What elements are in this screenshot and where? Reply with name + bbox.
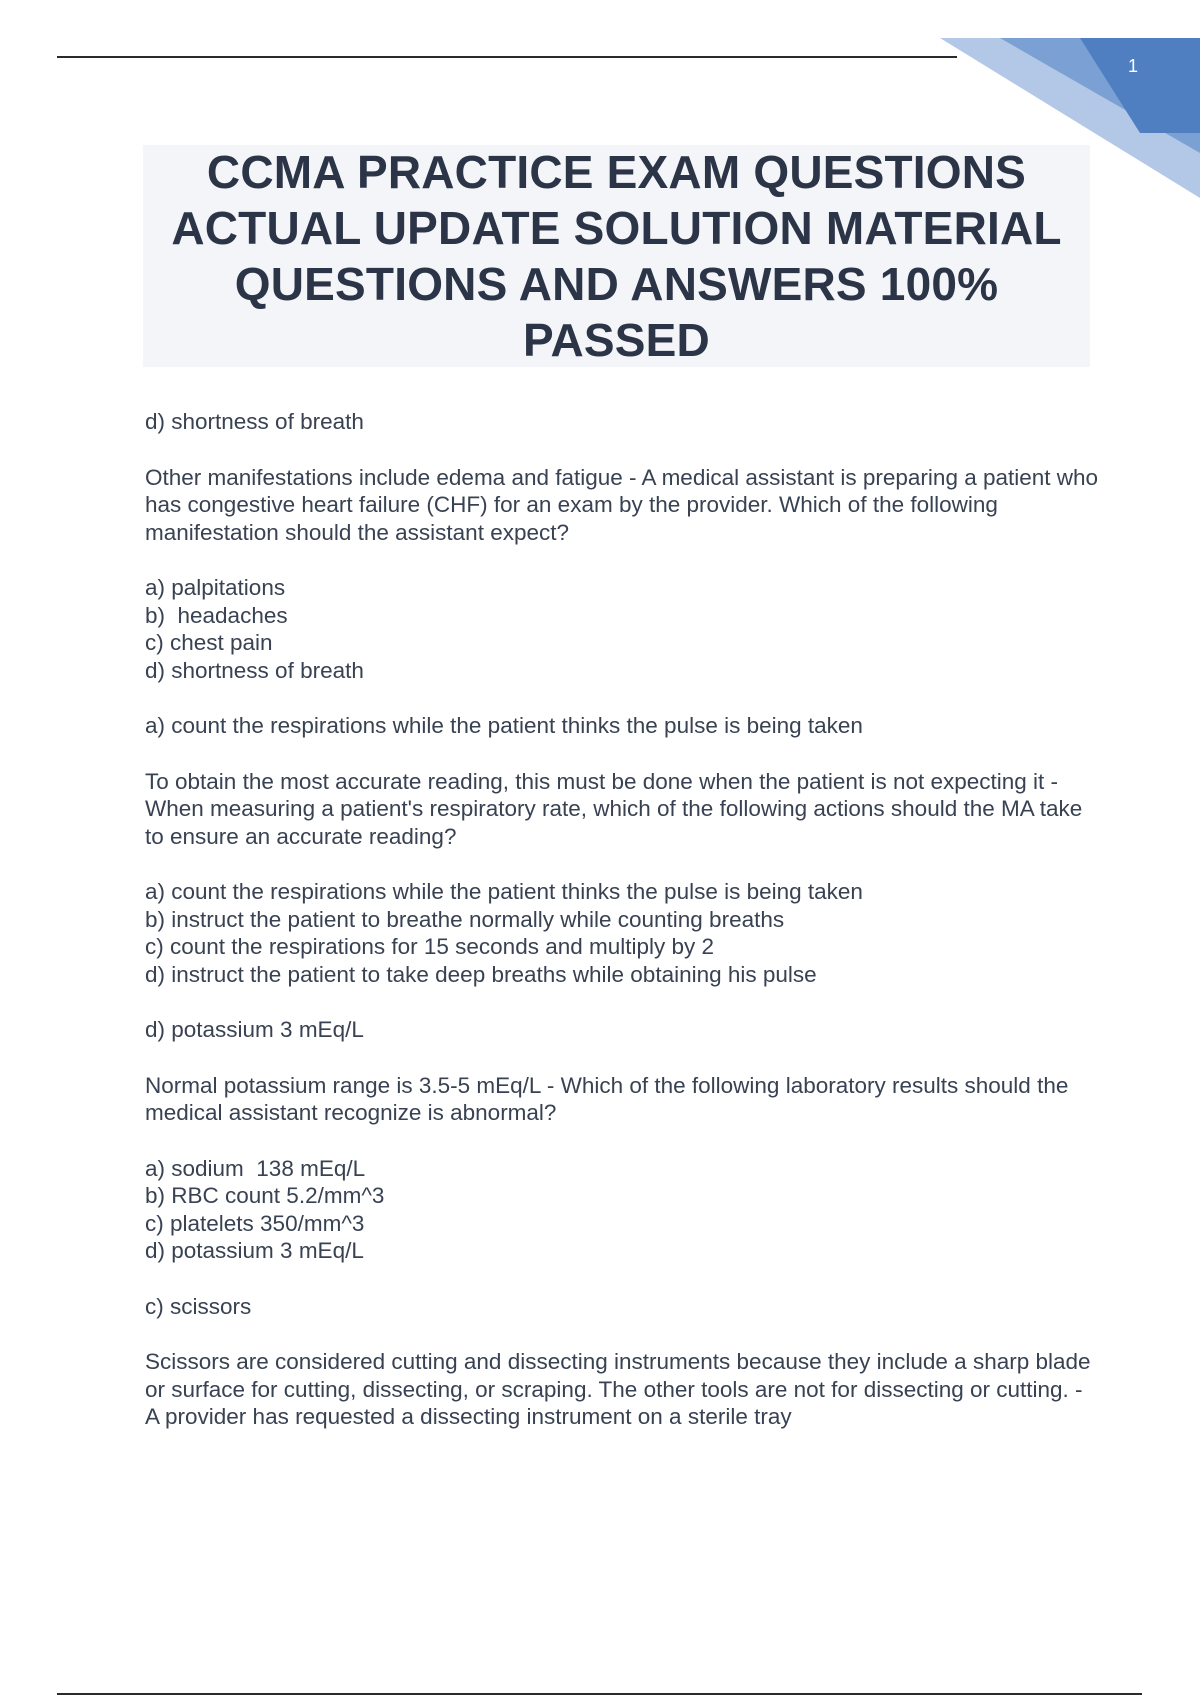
options-list [145,878,1100,988]
header-rule [57,56,957,58]
question-text: Scissors are considered cutting and dissecting instruments because they include a sharp blade or surface for cutting, dissecting, or scraping. The other tools are not for dissecting or cutting. - A provider has requested a dissecting instrument on a sterile tray [145,1349,1091,1429]
option-item: d) potassium 3 mEq/L [145,1238,364,1263]
option-item: d) shortness of breath [145,657,364,683]
options-list [145,1155,1100,1265]
question-text: To obtain the most accurate reading, this must be done when the patient is not expecting it - When measuring a patient's respiratory rate, which of the following actions should the MA take to ensure an accurate reading? [145,768,1083,849]
option-item: b) headaches [145,602,288,628]
option-item: c) platelets 350/mm^3 [145,1210,365,1236]
option-item: c) chest pain [145,630,273,655]
answer-line: a) count the respirations while the patient thinks the pulse is being taken [145,713,863,738]
option-item: a) count the respirations while the patient thinks the pulse is being taken [145,879,863,904]
option-item: a) palpitations [145,575,286,600]
question-text: Other manifestations include edema and fatigue - A medical assistant is preparing a patient who has congestive heart failure (CHF) for an exam by the provider. Which of the following manifestation should the assistant expect? [145,464,1099,545]
answer-line: c) scissors [145,1293,252,1319]
option-item: a) sodium 138 mEq/L [145,1155,366,1181]
document-title: CCMA PRACTICE EXAM QUESTIONS ACTUAL UPDATE SOLUTION MATERIAL QUESTIONS AND ANSWERS 100% PASSED [171,146,1062,366]
footer-rule [57,1693,1142,1695]
option-item: b) RBC count 5.2/mm^3 [145,1183,385,1208]
option-item: d) instruct the patient to take deep breaths while obtaining his pulse [145,961,817,987]
option-item: c) count the respirations for 15 seconds and multiply by 2 [145,934,715,959]
question-text: Normal potassium range is 3.5-5 mEq/L - Which of the following laboratory results should the medical assistant recognize is abnormal? [145,1072,1069,1125]
document-body [145,408,1100,1459]
options-list [145,574,1100,684]
page-number: 1 [1127,56,1138,76]
answer-line: d) potassium 3 mEq/L [145,1017,364,1042]
title-box [143,145,1090,367]
answer-line: d) shortness of breath [145,409,364,434]
option-item: b) instruct the patient to breathe normally while counting breaths [145,906,785,932]
